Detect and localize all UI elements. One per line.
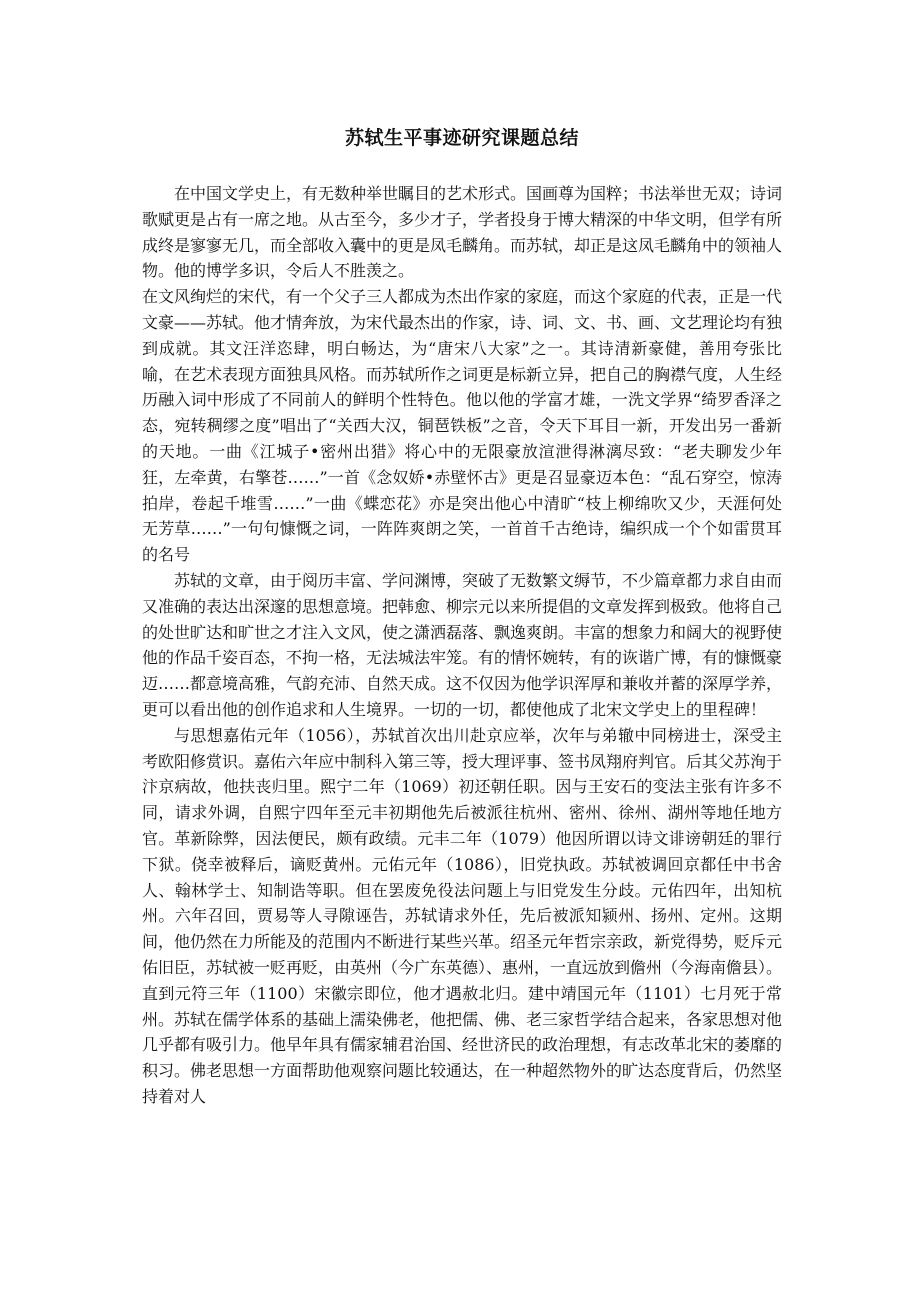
document-title: 苏轼生平事迹研究课题总结 <box>344 127 579 149</box>
paragraph-3: 苏轼的文章，由于阅历丰富、学问渊博，突破了无数繁文缛节，不少篇章都力求自由而又准确的表达出深邃的思想意境。把韩愈、柳宗元以来所提倡的文章发挥到极致。他将自己的处世旷达和旷世之才注入文风，使之潇洒磊落、飘逸爽朗。丰富的想象力和阔大的视野使他的作品千姿百态，不拘一格，无法城法牢笼。有的情怀婉转，有的诙谐广博，有的慷慨豪迈……都意境高雅，气韵充沛、自然天成。这不仅因为他学识浑厚和兼收并蓄的深厚学养，更可以看出他的创作追求和人生境界。一切的一切，都使他成了北宋文学史上的里程碑！ <box>142 570 783 719</box>
document-page <box>142 0 782 1110</box>
paragraph-1: 在中国文学史上，有无数种举世瞩目的艺术形式。国画尊为国粹；书法举世无双；诗词歌赋更是占有一席之地。从古至今，多少才子，学者投身于博大精深的中华文明，但学有所成终是寥寥无几，而全部收入囊中的更是凤毛麟角。而苏轼，却正是这凤毛麟角中的领袖人物。他的博学多识，令后人不胜羡之。 <box>142 184 783 281</box>
paragraph-4: 与思想嘉佑元年（1056），苏轼首次出川赴京应举，次年与弟辙中同榜进士，深受主考欧阳修赏识。嘉佑六年应中制科入第三等，授大理评事、签书凤翔府判官。后其父苏洵于汴京病故，他扶丧归里。熙宁二年（1069）初还朝任职。因与王安石的变法主张有许多不同，请求外调，自熙宁四年至元丰初期他先后被派往杭州、密州、徐州、湖州等地任地方官。革新除弊，因法便民，颇有政绩。元丰二年（1079）他因所谓以诗文诽谤朝廷的罪行下狱。侥幸被释后，谪贬黄州。元佑元年（1086），旧党执政。苏轼被调回京都任中书舍人、翰林学士、知制诰等职。但在罢废免役法问题上与旧党发生分歧。元佑四年，出知杭州。六年召回，贾易等人寻隙诬告，苏轼请求外任，先后被派知颍州、扬州、定州。这期间，他仍然在力所能及的范围内不断进行某些兴革。绍圣元年哲宗亲政，新党得势，贬斥元佑旧臣，苏轼被一贬再贬，由英州（今广东英德）、惠州，一直远放到儋州（今海南儋县）。直到元符三年（1100）宋徽宗即位，他才遇赦北归。建中靖国元年（1101）七月死于常州。苏轼在儒学体系的基础上濡染佛老，他把儒、佛、老三家哲学结合起来，各家思想对他几乎都有吸引力。他早年具有儒家辅君治国、经世济民的政治理想，有志改革北宋的萎靡的积习。佛老思想一方面帮助他观察问题比较通达，在一种超然物外的旷达态度背后，仍然坚持着对人 <box>142 725 783 1106</box>
document-body <box>142 181 782 1110</box>
paragraph-2: 在文风绚烂的宋代，有一个父子三人都成为杰出作家的家庭，而这个家庭的代表，正是一代文豪——苏轼。他才情奔放，为宋代最杰出的作家，诗、词、文、书、画、文艺理论均有独到成就。其文汪洋恣肆，明白畅达，为“唐宋八大家”之一。其诗清新豪健，善用夸张比喻，在艺术表现方面独具风格。而苏轼所作之词更是标新立异，把自己的胸襟气度，人生经历融入词中形成了不同前人的鲜明个性特色。他以他的学富才雄，一洗文学界“绮罗香泽之态，宛转稠缪之度”唱出了“关西大汉，铜琶铁板”之音，令天下耳目一新，开发出另一番新的天地。一曲《江城子•密州出猎》将心中的无限豪放渲泄得淋漓尽致：“老夫聊发少年狂，左牵黄，右擎苍……”一首《念奴娇•赤壁怀古》更是召显豪迈本色：“乱石穿空，惊涛拍岸，卷起千堆雪……”一曲《蝶恋花》亦是突出他心中清旷“枝上柳绵吹又少，天涯何处无芳草……”一句句慷慨之词，一阵阵爽朗之笑，一首首千古绝诗，编织成一个个如雷贯耳的名号 <box>142 287 783 565</box>
